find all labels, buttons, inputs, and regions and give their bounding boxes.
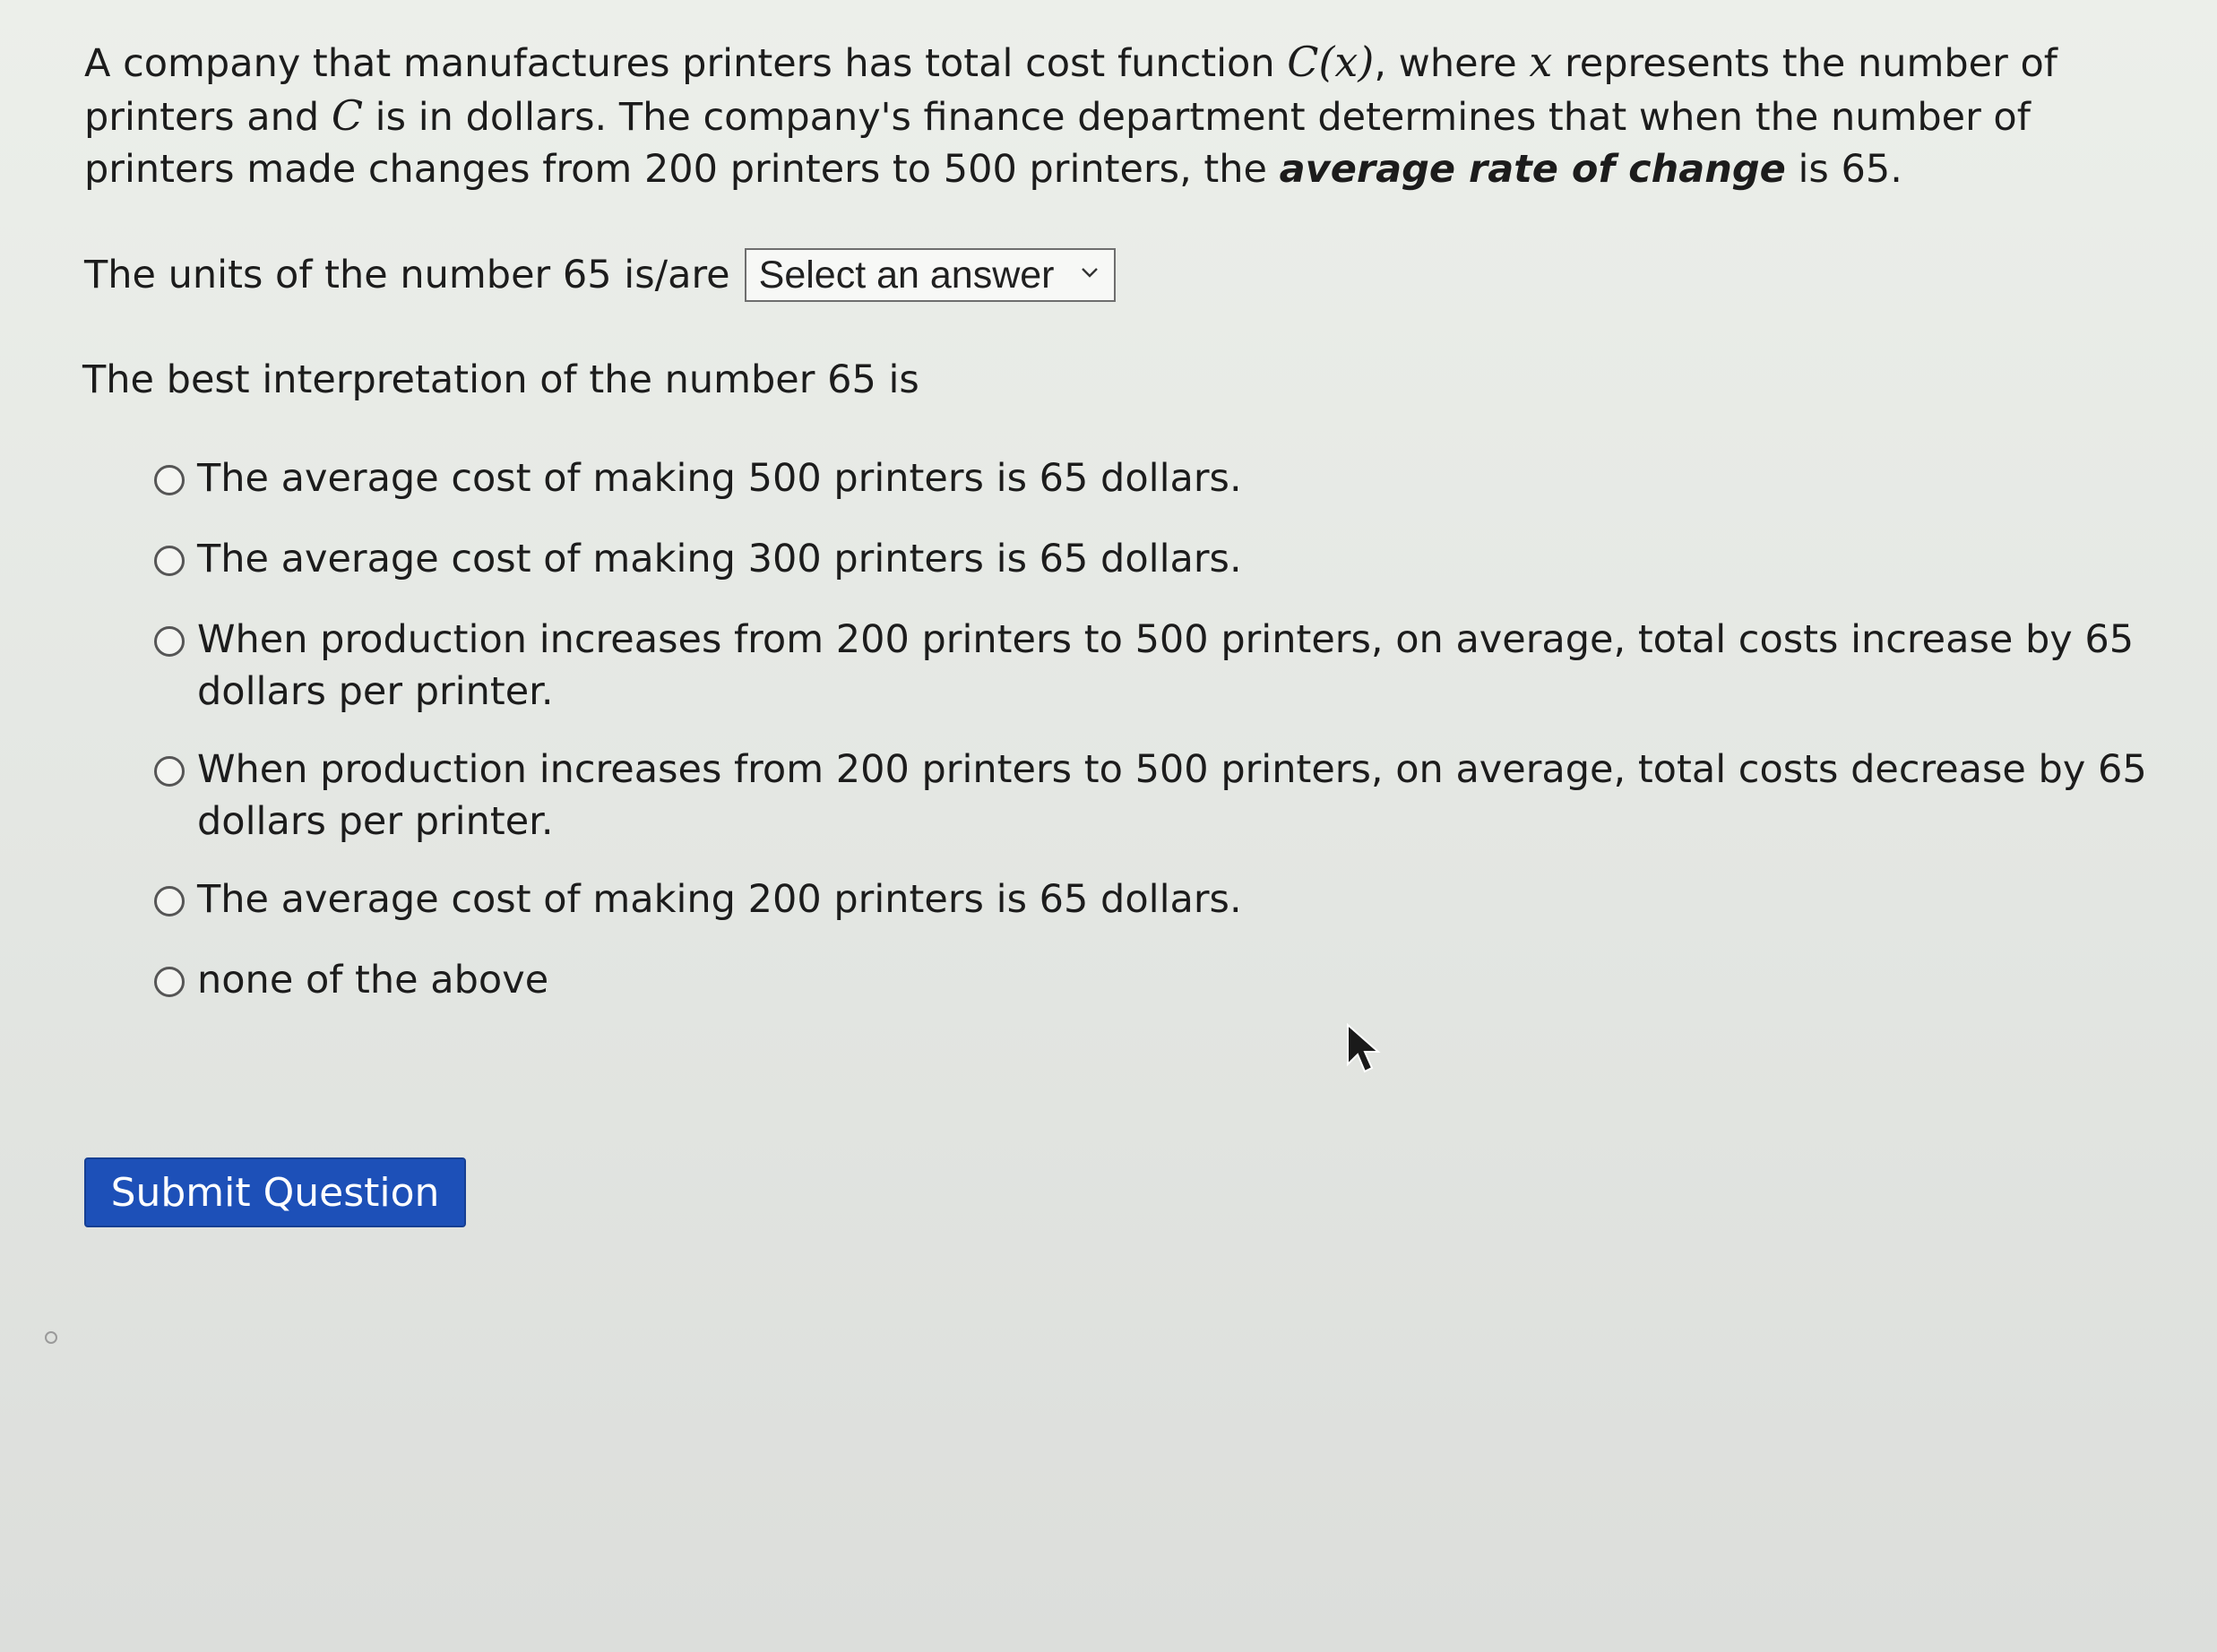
answer-option[interactable] — [152, 452, 1242, 504]
mouse-pointer-icon — [1346, 1023, 1382, 1075]
answer-option-label: none of the above — [197, 958, 549, 1002]
units-question — [84, 247, 1116, 303]
units-prompt: The units of the number 65 is/are — [84, 253, 730, 297]
submit-question-button[interactable]: Submit Question — [84, 1157, 466, 1227]
stem-text: is in dollars. The company's finance department determines that when the number of printers made changes from 200 printers to 500 printers, the — [84, 95, 2031, 192]
units-select[interactable] — [745, 248, 1116, 302]
answer-option[interactable] — [152, 614, 2151, 718]
emphasized-term: average rate of change — [1279, 147, 1786, 192]
stem-text: is 65. — [1785, 147, 1902, 192]
math-variable-c: C — [331, 91, 364, 140]
units-select-value: Select an answer — [758, 254, 1055, 297]
interpretation-prompt: The best interpretation of the number 65 is — [82, 357, 919, 402]
radio-button-icon[interactable] — [154, 465, 185, 495]
math-variable-x: x — [1529, 38, 1553, 86]
answer-option-label: The average cost of making 500 printers is 65 dollars. — [197, 456, 1242, 501]
answer-option[interactable] — [152, 954, 548, 1006]
answer-option-label: The average cost of making 200 printers is 65 dollars. — [197, 877, 1242, 922]
question-stem — [84, 36, 2163, 195]
math-cost-function: C(x) — [1287, 38, 1375, 86]
radio-button-icon[interactable] — [154, 967, 185, 997]
radio-button-icon[interactable] — [154, 886, 185, 916]
radio-button-icon[interactable] — [154, 546, 185, 576]
answer-option[interactable] — [152, 873, 1242, 925]
stem-text: represents the number of printers and — [84, 41, 2057, 140]
question-text — [84, 36, 2163, 195]
stem-text: A company that manufactures printers has total cost function — [84, 41, 1288, 86]
radio-button-icon[interactable] — [154, 756, 185, 787]
answer-option-label: The average cost of making 300 printers is 65 dollars. — [197, 537, 1242, 581]
stem-text: , where — [1374, 41, 1530, 86]
chevron-down-icon — [1080, 262, 1100, 282]
answer-option[interactable] — [152, 533, 1242, 585]
decorative-dot — [45, 1331, 57, 1344]
answer-option[interactable] — [152, 744, 2151, 848]
radio-button-icon[interactable] — [154, 626, 185, 657]
answer-option-label: When production increases from 200 printers to 500 printers, on average, total costs increase by 65 dollars per printer. — [197, 617, 2135, 714]
answer-option-label: When production increases from 200 printers to 500 printers, on average, total costs decrease by 65 dollars per printer. — [197, 747, 2147, 844]
